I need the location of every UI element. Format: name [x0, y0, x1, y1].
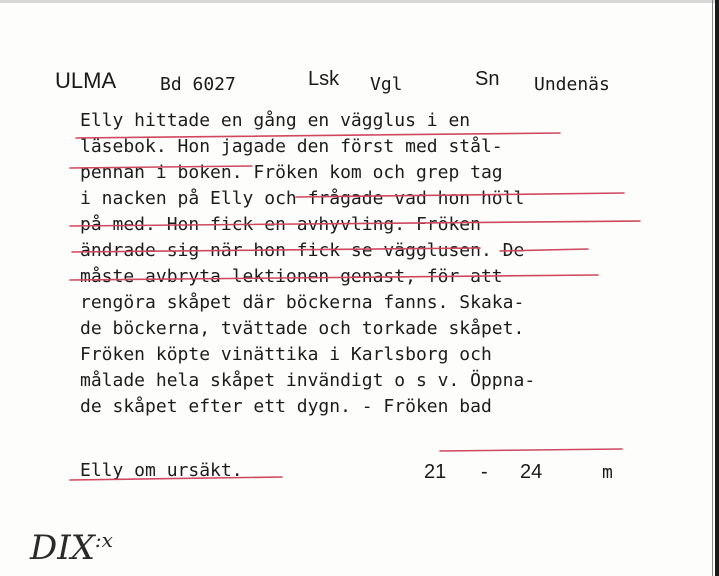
underline-mark	[500, 249, 588, 251]
handwritten-code: DIX	[30, 528, 95, 568]
underline-mark	[70, 166, 252, 168]
text-line: pennan i boken. Fröken kom och grep tag	[80, 162, 503, 183]
underline-mark	[70, 221, 640, 226]
handwritten-classification	[30, 528, 113, 568]
parish-value: Undenäs	[534, 74, 610, 95]
archive-code: ULMA	[55, 68, 117, 93]
province-label: Lsk	[308, 68, 340, 90]
underline-mark	[72, 248, 480, 252]
age-to: 24	[520, 461, 543, 483]
text-line: de böckerna, tvättade och torkade skåpet.	[80, 318, 525, 339]
text-line: Elly hittade en gång en vägglus i en	[80, 110, 471, 131]
underline-mark	[70, 275, 598, 280]
text-line: på med. Hon fick en avhyvling. Fröken	[80, 214, 481, 235]
text-line: måste avbryta lektionen genast, för att	[80, 266, 503, 287]
age-dash: -	[481, 461, 488, 483]
volume-number: Bd 6027	[160, 74, 236, 95]
underline-mark	[76, 133, 560, 138]
text-line: Elly om ursäkt.	[80, 460, 243, 481]
text-line: i nacken på Elly och frågade vad hon höll	[80, 188, 525, 209]
province-value: Vgl	[370, 74, 403, 95]
underline-mark	[70, 477, 282, 480]
text-line: målade hela skåpet invändigt o s v. Öppna-	[80, 370, 536, 391]
handwritten-suffix: :x	[94, 528, 113, 552]
text-line: läsebok. Hon jagade den först med stål-	[80, 136, 503, 157]
gender-mark: m	[602, 462, 613, 483]
underline-mark	[440, 449, 622, 451]
text-line: de skåpet efter ett dygn. - Fröken bad	[80, 396, 492, 417]
underline-mark	[296, 193, 624, 197]
text-line: ändrade sig när hon fick se vägglusen. De	[80, 240, 525, 261]
text-line: rengöra skåpet där böckerna fanns. Skaka-	[80, 292, 525, 313]
text-line: Fröken köpte vinättika i Karlsborg och	[80, 344, 492, 365]
age-from: 21	[424, 461, 447, 483]
parish-label: Sn	[475, 68, 500, 90]
